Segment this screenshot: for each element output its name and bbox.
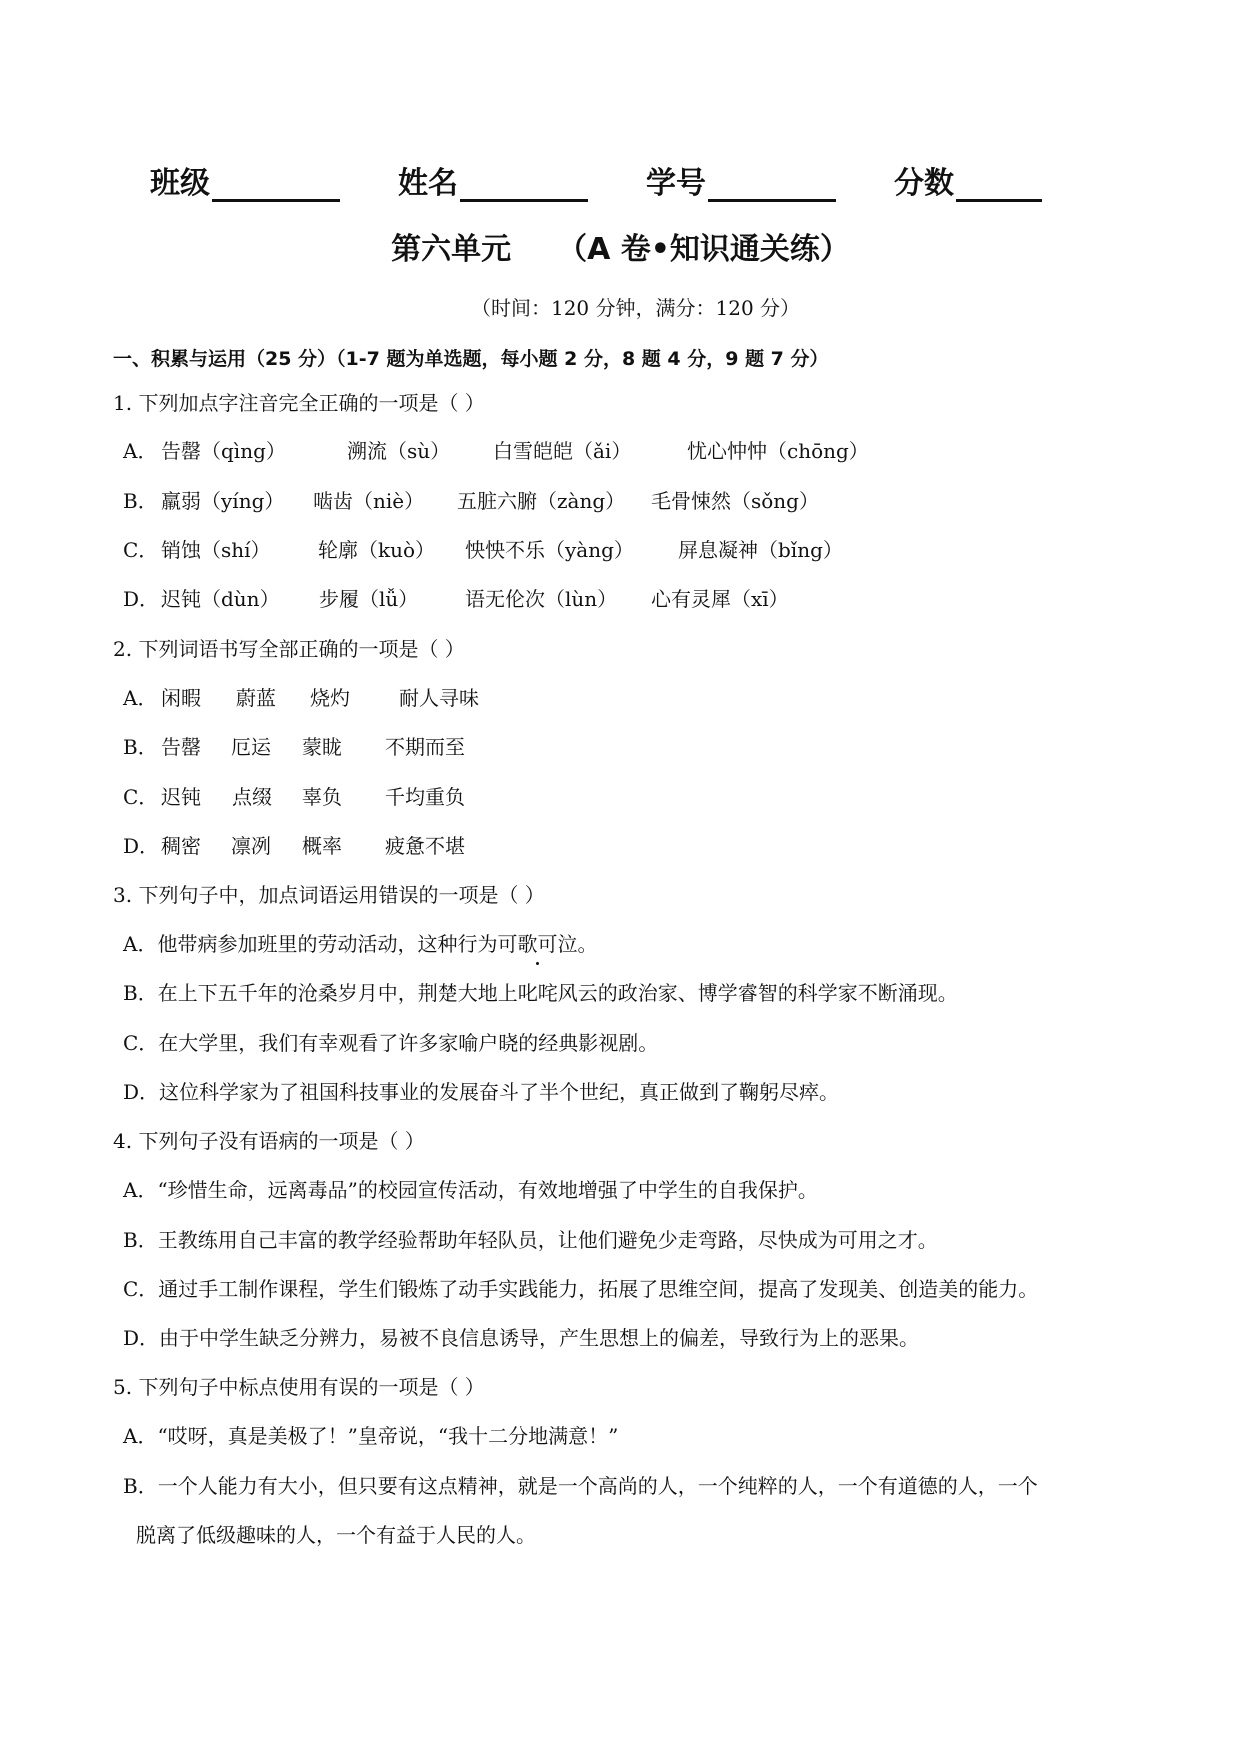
volume-title: （A 卷•知识通关练）	[557, 232, 850, 267]
question-3-option-d[interactable]: D．这位科学家为了祖国科技事业的发展奋斗了半个世纪，真正做到了鞠躬尽瘁。	[123, 1080, 840, 1104]
option-item: 厄运	[231, 735, 271, 759]
option-letter: C．	[123, 538, 159, 562]
option-item: 凛冽	[231, 834, 271, 858]
question-2-option-c[interactable]	[123, 784, 723, 810]
option-item: 点缀	[232, 785, 272, 809]
option-item: 辜负	[302, 785, 342, 809]
question-1-option-d[interactable]	[123, 586, 1023, 612]
option-item: 心有灵犀（xī）	[651, 587, 789, 611]
question-2-stem: 2. 下列词语书写全部正确的一项是（ ）	[113, 637, 465, 661]
option-item: 轮廓（kuò）	[318, 538, 436, 562]
option-item: 千均重负	[385, 785, 465, 809]
question-2-option-d[interactable]	[123, 833, 723, 859]
section-heading: 一、积累与运用（25 分）（1-7 题为单选题，每小题 2 分，8 题 4 分，9 题 7 分）	[113, 348, 829, 370]
question-3-stem: 3. 下列句子中，加点词语运用错误的一项是（ ）	[113, 883, 545, 907]
option-item: 概率	[302, 834, 342, 858]
name-label: 姓名	[398, 166, 458, 201]
class-field	[150, 158, 340, 202]
score-blank[interactable]	[956, 169, 1042, 202]
question-3-option-b[interactable]: B．在上下五千年的沧桑岁月中，荆楚大地上叱咤风云的政治家、博学睿智的科学家不断涌现。	[123, 981, 958, 1005]
question-5-option-a[interactable]: A．“哎呀，真是美极了！”皇帝说，“我十二分地满意！”	[123, 1424, 619, 1448]
option-item: 毛骨悚然（sǒng）	[651, 489, 819, 513]
option-item: 疲惫不堪	[385, 834, 465, 858]
name-field	[398, 158, 588, 202]
option-item: 啮齿（niè）	[313, 489, 425, 513]
student-id-blank[interactable]	[708, 169, 836, 202]
question-2-option-b[interactable]	[123, 734, 723, 760]
option-letter: A．	[123, 932, 158, 956]
student-info-row	[150, 158, 1110, 202]
option-item: 销蚀（shí）	[161, 538, 271, 562]
question-2-option-a[interactable]	[123, 685, 723, 711]
question-3-option-a[interactable]	[123, 931, 597, 957]
option-item: 耐人寻味	[399, 686, 479, 710]
question-4-option-a[interactable]: A．“珍惜生命，远离毒品”的校园宣传活动，有效地增强了中学生的自我保护。	[123, 1178, 818, 1202]
option-item: 白雪皑皑（ǎi）	[493, 439, 632, 463]
option-item: 怏怏不乐（yàng）	[465, 538, 634, 562]
question-4-stem: 4. 下列句子没有语病的一项是（ ）	[113, 1129, 425, 1153]
option-letter: C．	[123, 785, 159, 809]
option-item: 羸弱（yíng）	[161, 489, 285, 513]
option-letter: B．	[123, 489, 158, 513]
option-item: 屏息凝神（bǐng）	[678, 538, 843, 562]
option-item: 忧心忡忡（chōng）	[687, 439, 869, 463]
question-1-option-b[interactable]	[123, 488, 1023, 514]
option-item: 溯流（sù）	[347, 439, 451, 463]
option-item: 蔚蓝	[236, 686, 276, 710]
option-item: 迟钝	[161, 785, 201, 809]
option-text: 他带病参加班里的劳动活动，这种行为	[157, 932, 498, 956]
score-label: 分数	[894, 166, 954, 201]
option-item: 五脏六腑（zàng）	[457, 489, 626, 513]
option-letter: B．	[123, 735, 158, 759]
option-item: 告罄	[161, 735, 201, 759]
option-letter: A．	[123, 439, 158, 463]
question-4-option-c[interactable]: C．通过手工制作课程，学生们锻炼了动手实践能力，拓展了思维空间，提高了发现美、创造美的能力。	[123, 1277, 1039, 1301]
option-item: 烧灼	[310, 686, 350, 710]
question-4-option-b[interactable]: B．王教练用自己丰富的教学经验帮助年轻队员，让他们避免少走弯路，尽快成为可用之才。	[123, 1228, 938, 1252]
option-item: 语无伦次（lùn）	[465, 587, 618, 611]
unit-title: 第六单元	[391, 232, 512, 267]
option-letter: D．	[123, 834, 160, 858]
score-field	[894, 158, 1042, 202]
question-4-option-d[interactable]: D．由于中学生缺乏分辨力，易被不良信息诱导，产生思想上的偏差，导致行为上的恶果。	[123, 1326, 920, 1350]
option-item: 闲暇	[161, 686, 201, 710]
question-5-option-b[interactable]: B．一个人能力有大小，但只要有这点精神，就是一个高尚的人，一个纯粹的人，一个有道德的人，一个	[123, 1474, 1038, 1498]
option-item: 蒙眬	[302, 735, 342, 759]
page-title	[0, 224, 1241, 268]
name-blank[interactable]	[460, 169, 588, 202]
student-id-field	[646, 158, 836, 202]
question-5-stem: 5. 下列句子中标点使用有误的一项是（ ）	[113, 1375, 485, 1399]
option-item: 步履（lǚ）	[319, 587, 419, 611]
option-text-end: 。	[577, 932, 598, 956]
question-1-option-a[interactable]	[123, 438, 1023, 464]
class-label: 班级	[150, 166, 210, 201]
question-1-option-c[interactable]	[123, 537, 1023, 563]
student-id-label: 学号	[646, 166, 706, 201]
question-5-option-b-continued: 脱离了低级趣味的人，一个有益于人民的人。	[136, 1523, 536, 1547]
dotted-phrase: 可歌可泣	[497, 932, 578, 956]
option-item: 告罄（qìng）	[161, 439, 286, 463]
option-item: 不期而至	[385, 735, 465, 759]
question-3-option-c[interactable]: C．在大学里，我们有幸观看了许多家喻户晓的经典影视剧。	[123, 1031, 659, 1055]
class-blank[interactable]	[212, 169, 340, 202]
option-letter: D．	[123, 587, 160, 611]
option-letter: A．	[123, 686, 158, 710]
time-score-note: （时间：120 分钟，满分：120 分）	[470, 296, 801, 320]
option-item: 迟钝（dùn）	[161, 587, 280, 611]
option-item: 稠密	[161, 834, 201, 858]
question-1-stem: 1. 下列加点字注音完全正确的一项是（ ）	[113, 391, 485, 415]
